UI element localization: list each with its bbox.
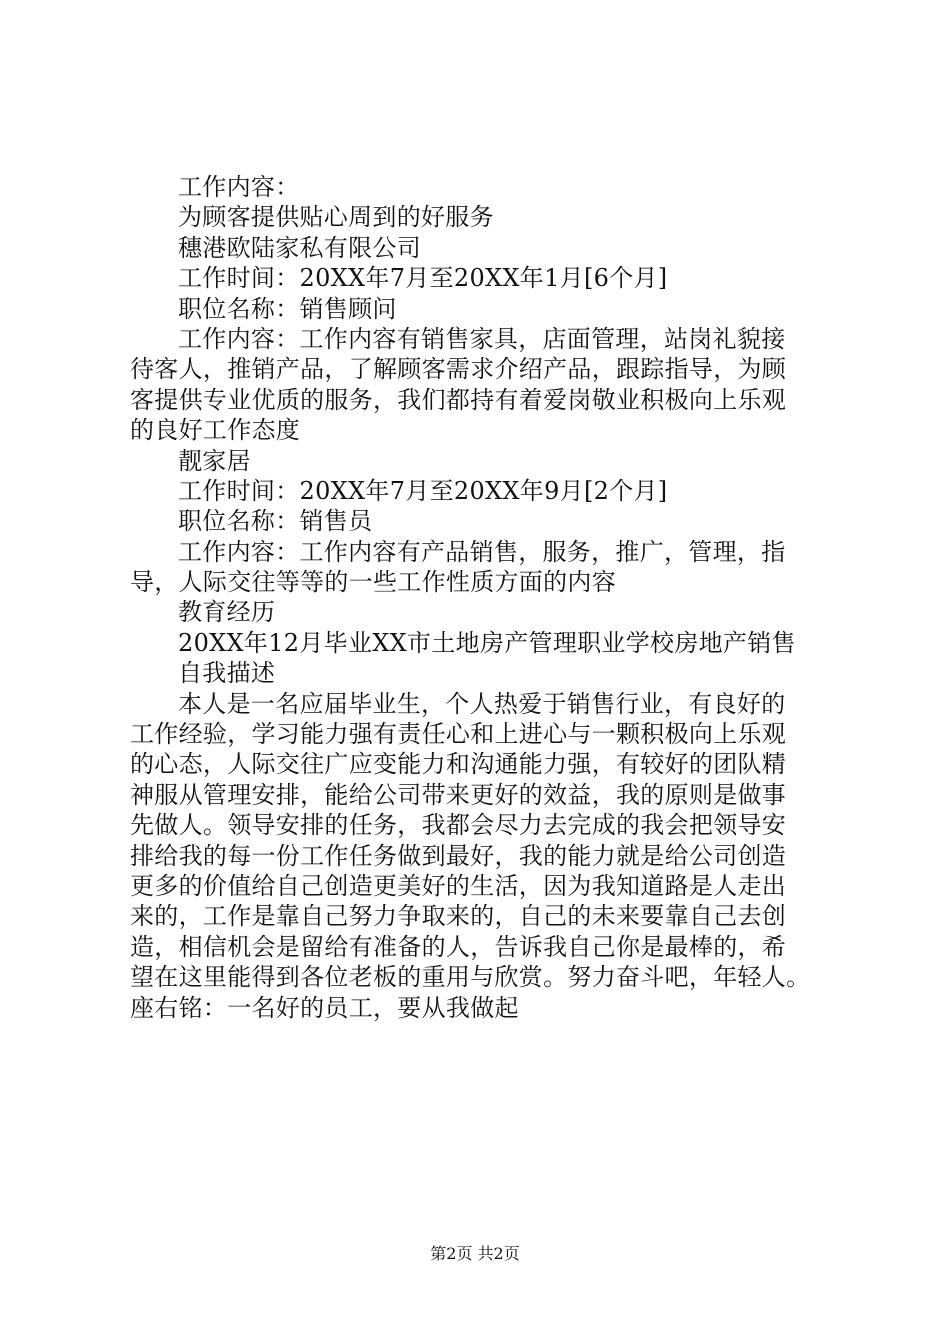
text-line: 本人是一名应届毕业生，个人热爱于销售行业，有良好的: [178, 689, 786, 718]
text-line: 待客人，推销产品，了解顾客需求介绍产品，跟踪指导，为顾: [130, 355, 787, 384]
document-body: [130, 172, 850, 1023]
text-line: 职位名称：销售员: [178, 507, 373, 536]
text-line: 先做人。领导安排的任务，我都会尽力去完成的我会把领导安: [130, 811, 787, 840]
text-line: 的心态，人际交往广应变能力和沟通能力强，有较好的团队精: [130, 750, 787, 779]
text-line: 更多的价值给自己创造更美好的生活，因为我知道路是人走出: [130, 871, 787, 900]
text-line: 客提供专业优质的服务，我们都持有着爱岗敬业积极向上乐观: [130, 385, 787, 414]
text-line: 造，相信机会是留给有准备的人，告诉我自己你是最棒的，希: [130, 932, 787, 961]
text-line: 工作内容：工作内容有销售家具，店面管理，站岗礼貌接: [178, 324, 786, 353]
text-line: 职位名称：销售顾问: [178, 294, 397, 323]
text-line: 20XX年12月毕业XX市土地房产管理职业学校房地产销售: [178, 628, 796, 657]
text-line: 工作内容：工作内容有产品销售，服务，推广，管理，指: [178, 537, 786, 566]
text-line: 来的，工作是靠自己努力争取来的，自己的未来要靠自己去创: [130, 902, 787, 931]
text-line: 教育经历: [178, 598, 276, 627]
text-line: 导，人际交往等等的一些工作性质方面的内容: [130, 568, 616, 597]
text-line: 排给我的每一份工作任务做到最好，我的能力就是给公司创造: [130, 841, 787, 870]
text-line: 工作经验，学习能力强有责任心和上进心与一颗积极向上乐观: [130, 720, 787, 749]
text-line: 穗港欧陆家私有限公司: [178, 233, 421, 262]
text-line: 的良好工作态度: [130, 416, 301, 445]
text-line: 工作时间：20XX年7月至20XX年9月[2个月]: [178, 476, 668, 505]
text-line: 望在这里能得到各位老板的重用与欣赏。努力奋斗吧，年轻人。: [130, 963, 811, 992]
text-line: 工作内容：: [178, 173, 300, 201]
text-line: 座右铭：一名好的员工，要从我做起: [130, 993, 519, 1022]
text-line: 为顾客提供贴心周到的好服务: [178, 203, 494, 232]
text-line: 自我描述: [178, 659, 276, 688]
text-line: 神服从管理安排，能给公司带来更好的效益，我的原则是做事: [130, 780, 787, 809]
text-line: 工作时间：20XX年7月至20XX年1月[6个月]: [178, 264, 668, 293]
page-number-footer: 第2页 共2页: [430, 1244, 520, 1263]
text-line: 靓家居: [178, 446, 251, 475]
